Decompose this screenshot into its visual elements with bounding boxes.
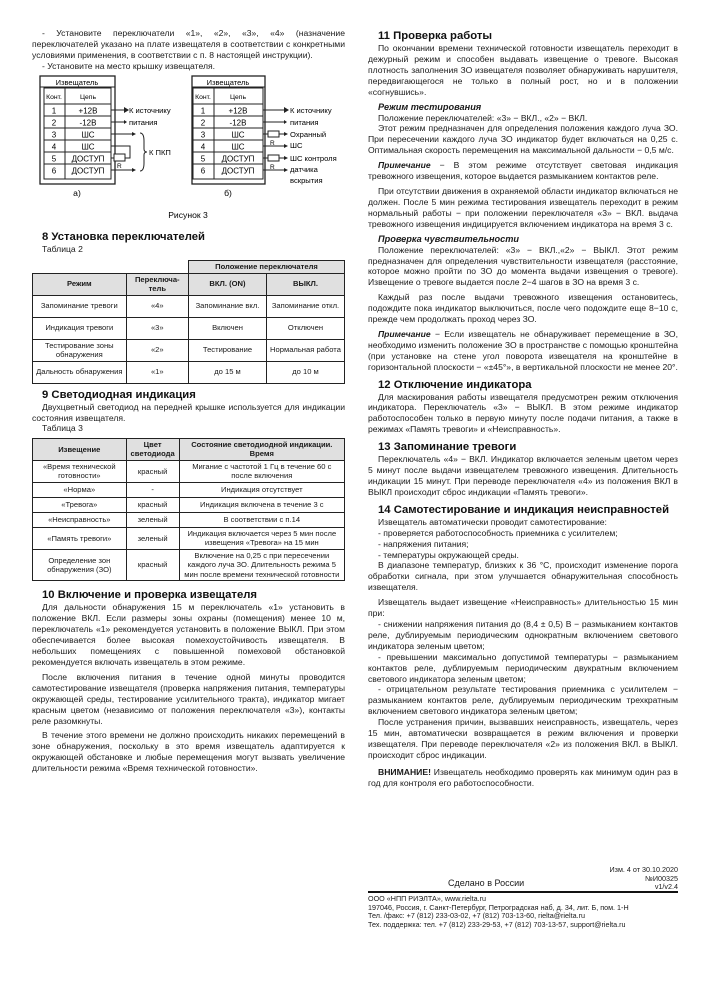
table-3-cell: В соответствии с п.14 [179, 512, 344, 527]
section-14-title: 14 Самотестирование и индикация неисправностей [378, 503, 670, 516]
footer [368, 866, 678, 929]
table-2-caption: Таблица 2 [42, 243, 83, 254]
contact-circuit: ДОСТУП [71, 166, 105, 176]
contact-number: 6 [51, 166, 57, 176]
table-2-cell: Включен [188, 317, 266, 339]
table-3-row [33, 460, 345, 482]
table-2-cell: Запоминание тревоги [33, 295, 127, 317]
table-3-row [33, 549, 345, 581]
power-label-a-2: питания [129, 117, 158, 127]
section-9-title: 9 Светодиодная индикация [42, 388, 196, 401]
contact-circuit: -12В [79, 118, 97, 128]
table-2-cell: Тестирование зоны обнаружения [33, 339, 127, 361]
guard-label-1: Охранный [290, 129, 327, 139]
section-13-title: 13 Запоминание тревоги [378, 441, 517, 454]
resistor-label-a: R [117, 162, 122, 170]
table-2-cell: до 10 м [266, 361, 344, 383]
table-2-cell: «1» [126, 361, 188, 383]
warning-paragraph [368, 767, 678, 789]
resistor-b-1 [268, 131, 279, 137]
header-led-color: Цвет светодиода [126, 438, 179, 460]
diagram-b [192, 76, 337, 198]
table-3-cell: зеленый [126, 527, 179, 549]
table-3-row [33, 497, 345, 512]
test-mode-title: Режим тестирования [378, 101, 482, 112]
section-10-p3: В течение этого времени не должно происходить никаких перемещений в зоне обнаружения, поскольку в это время извещатель адаптируется к окружающей обстановке и любые перемещения могут вызвать увеличение длительности режима «Время технической готовности». [32, 730, 345, 774]
contact-number: 4 [51, 142, 57, 152]
col-contact-a: Конт. [46, 93, 62, 101]
self-test-item: - температуры окружающей среды. [378, 549, 519, 560]
section-13-text: Переключатель «4» − ВКЛ. Индикатор включается зеленым цветом через 5 минут после выдачи извещателем тревожного извещения. Длительность индикации 15 минут. При переводе переключателя «4» из положения ВКЛ в ВЫКЛ происходит сброс индикации «Память тревоги». [368, 454, 678, 497]
table-2-cell: «3» [126, 317, 188, 339]
revision-info [610, 866, 679, 892]
fault-item: - отрицательном результате тестирования приемника с усилителем − размыканием контактов реле, дублируемым периодическим трехкратным включением светового индикатора зеленым цветом; [368, 684, 678, 717]
header-switch: Переключа-тель [126, 273, 188, 295]
table-2-cell: Тестирование [188, 339, 266, 361]
table-3-cell: Индикация включена в течение 3 с [179, 497, 344, 512]
section-11-p1: По окончании времени технической готовности извещатель переходит в дежурный режим и способен выдавать извещение о тревоге. Высокая плотность заполнения ЗО извещателя позволяет обнаруживать нарушителя, передвигающегося не только в полный рост, но и в положении «согнувшись». [368, 43, 678, 97]
col-circuit-b: Цепь [229, 93, 247, 101]
contact-number: 5 [200, 154, 206, 164]
note-1-label: Примечание [378, 160, 431, 171]
contact-circuit: +12В [228, 106, 248, 116]
warning-label: ВНИМАНИЕ! [378, 766, 431, 777]
resistor-b-2 [268, 155, 279, 161]
detector-header-a: Извещатель [55, 77, 99, 87]
table-3-cell: «Неисправность» [33, 512, 127, 527]
power-label-b-1: К источнику [290, 105, 332, 115]
table-2-cell: Запоминание откл. [266, 295, 344, 317]
revision: Изм. 4 от 30.10.2020 [609, 865, 678, 874]
power-label-a-1: К источнику [129, 105, 171, 115]
contact-number: 5 [51, 154, 57, 164]
header-off: ВЫКЛ. [266, 273, 344, 295]
note-2-label: Примечание [378, 328, 431, 339]
section-14-intro: Извещатель автоматически проводит самотестирование: [378, 516, 607, 527]
guard-label-2: ШС [290, 140, 303, 150]
table-3-cell: красный [126, 460, 179, 482]
table-3-cell: Индикация отсутствует [179, 482, 344, 497]
diagram-b-label: б) [224, 187, 232, 198]
table-2-cell: Дальность обнаружения [33, 361, 127, 383]
contact-circuit: ШС [231, 130, 245, 140]
contact-circuit: ШС [231, 142, 245, 152]
version: v1/v2.4 [654, 882, 678, 891]
resistor-a [114, 154, 125, 161]
table-2-cell: до 15 м [188, 361, 266, 383]
made-in-russia: Сделано в России [448, 878, 525, 888]
section-14-fault: Извещатель выдает извещение «Неисправность» длительностью 15 мин при: [368, 597, 678, 619]
contact-circuit: ШС [81, 130, 95, 140]
figure-3-wiring-diagram [32, 75, 345, 225]
table-3-cell: «Время технической готовности» [33, 460, 127, 482]
col-circuit-a: Цепь [79, 93, 97, 101]
section-12-text: Для маскирования работы извещателя предусмотрен режим отключения индикатора. Переключатель «3» − ВЫКЛ. В этом режиме индикатор работоспособен только в первую минуту после подачи питания, а также в режимах «Память тревоги» и «Неисправность». [368, 391, 678, 435]
tech-support: Тех. поддержка: тел. +7 (812) 233-29-53, +7 (812) 703-13-57, support@rielta.ru [368, 919, 626, 929]
note-1 [368, 160, 678, 182]
doc-number: №И00325 [645, 873, 678, 883]
contact-number: 3 [51, 130, 57, 140]
fault-item: - превышении максимально допустимой температуры − размыканием контактов реле, дублируемым периодическим двукратным включением светового индикатора зеленым цветом; [368, 651, 678, 684]
contact-circuit: -12В [229, 118, 247, 128]
table-3-led [32, 438, 345, 582]
right-column [368, 30, 678, 789]
table-2-row [33, 317, 345, 339]
contact-number: 1 [51, 106, 57, 116]
contact-circuit: ШС [81, 142, 95, 152]
table-3-caption: Таблица 3 [42, 423, 83, 434]
header-led-state: Состояние светодиодной индикации. Время [179, 438, 344, 460]
company-address: 197046, Россия, г. Санкт-Петербург, Петроградская наб, д. 34, лит. Б, пом. 1-Н [368, 902, 629, 912]
resistor-label-b-2: R [270, 163, 275, 171]
self-test-item: - проверяется работоспособность приемника с усилителем; [378, 527, 618, 538]
table-2-cell: «2» [126, 339, 188, 361]
table-3-row [33, 527, 345, 549]
note-2-text: − Если извещатель не обнаруживает перемещение в ЗО, необходимо изменить положение ЗО в пространстве с помощью кронштейна (при установке на стене угол поворота извещателя на кронштейне в горизонтальной плоскости − «±45°», в вертикальной плоскости не менее 20°. [368, 328, 678, 372]
detector-header-b: Извещатель [206, 77, 250, 87]
self-test-list [368, 528, 678, 561]
pkp-label: К ПКП [149, 147, 171, 157]
sensitivity-p1: Положение переключателей: «3» − ВКЛ.,«2» − ВЫКЛ. Этот режим предназначен для определения чувствительности извещателя (расстояние, которое можно пройти по ЗО до момента выдачи извещения о тревоге). Извещение о тревоге выдается после 2−4 шагов в ЗО на время 3 с. [368, 244, 678, 288]
tamper-label-2: датчика [290, 164, 318, 174]
resistor-label-b-1: R [270, 139, 275, 147]
table-3-cell: зеленый [126, 512, 179, 527]
section-11-title: 11 Проверка работы [378, 30, 493, 42]
table-2-cell: «4» [126, 295, 188, 317]
contact-circuit: +12В [78, 106, 98, 116]
header-on: ВКЛ. (ON) [188, 273, 266, 295]
company-name: ООО «НПП РИЭЛТА», www.rielta.ru [368, 894, 486, 903]
note-2 [368, 329, 678, 373]
section-10-p2: После включения питания в течение одной минуты проводится самотестирование извещателя (проверка напряжения питания, температуры окружающей среды, тестирование усилительного тракта), индикатор мигает красным цветом (независимо от положения переключателя «3»), контакты реле разомкнуты. [32, 671, 345, 726]
table-3-cell: красный [126, 549, 179, 581]
table-2-row [33, 295, 345, 317]
table-3-cell: Индикация включается через 5 мин после извещения «Тревога» на 15 мин [179, 527, 344, 549]
fault-item: - снижении напряжения питания до (8,4 ± 0,5) В − размыканием контактов реле, дублируемым периодическим однократным включением светового индикатора зеленым цветом; [368, 618, 678, 651]
figure-caption: Рисунок 3 [168, 209, 208, 220]
self-test-item: - напряжения питания; [378, 538, 469, 549]
table-3-cell: красный [126, 497, 179, 512]
sensitivity-p2: Каждый раз после выдачи тревожного извещения остановитесь, подождите пока индикатор выключиться, после чего подождите еще 8−10 с, прежде чем продолжать проход через ЗО. [368, 292, 678, 325]
warning-text: Извещатель необходимо проверять как минимум один раз в год для контроля его работоспособности. [368, 766, 678, 788]
table-2-switches [32, 260, 345, 384]
table-3-row [33, 512, 345, 527]
table-3-cell: «Тревога» [33, 497, 127, 512]
intro-paragraph-switches: - Установите переключатели «1», «2», «3», «4» (назначение переключателей указано на плате извещателя в соответствии с конкретными условиями применения, в соответствии с п. 8 настоящей инструкции). [32, 28, 345, 60]
section-10-title: 10 Включение и проверка извещателя [42, 589, 258, 602]
section-11-p2: При отсутствии движения в охраняемой области индикатор включаться не должен. После 5 мин режима тестирования извещатель переходит в режим нормальный работы − при положении переключателя «3» − ВКЛ. выдача тревожного извещения индицируется включением индикатора на время 3 с. [368, 185, 678, 229]
company-phone: Тел. /факс: +7 (812) 233-03-02, +7 (812) 703-13-60, rielta@rielta.ru [368, 911, 585, 920]
test-mode-p1: Положение переключателей: «3» − ВКЛ., «2» − ВКЛ. [378, 112, 588, 123]
intro-paragraph-cover: - Установите на место крышку извещателя. [42, 60, 216, 71]
diagram-a [40, 76, 171, 198]
test-mode-p2: Этот режим предназначен для определения положения каждого луча ЗО. При пересечении каждого луча ЗО индикатор будет включаться на 0,25 с. Оптимальная скорость перемещения на максимальной дальности − 0,5 м/с. [368, 123, 678, 156]
contact-number: 6 [200, 166, 206, 176]
table-2-cell: Нормальная работа [266, 339, 344, 361]
power-label-b-2: питания [290, 117, 319, 127]
table-3-cell: Включение на 0,25 с при пересечении каждого луча ЗО. Длительность режима 5 мин после времени технической готовности [179, 549, 344, 581]
tamper-label-1: ШС контроля [290, 153, 337, 163]
section-14-temp: В диапазоне температур, близких к 36 °С, происходит изменение порога обработки сигнала, при этом улучшается обнаружительная способность извещателя. [368, 560, 678, 593]
sensitivity-title: Проверка чувствительности [378, 233, 520, 244]
section-12-title: 12 Отключение индикатора [378, 378, 532, 391]
contact-circuit: ДОСТУП [221, 166, 255, 176]
table-3-cell: - [126, 482, 179, 497]
table-3-cell: Мигание с частотой 1 Гц в течение 60 с после включения [179, 460, 344, 482]
table-2-cell: Запоминание вкл. [188, 295, 266, 317]
wiring-diagram-svg [32, 75, 345, 225]
table-3-cell: Определение зон обнаружения (ЗО) [33, 549, 127, 581]
contact-number: 1 [200, 106, 206, 116]
table-3-row [33, 482, 345, 497]
header-mode: Режим [33, 273, 127, 295]
contact-number: 4 [200, 142, 206, 152]
fault-list [368, 619, 678, 717]
section-8-title: 8 Установка переключателей [42, 230, 205, 243]
table-2-row [33, 339, 345, 361]
table-2-cell: Индикация тревоги [33, 317, 127, 339]
note-1-text: − В этом режиме отсутствует световая индикация тревожного извещения, которое выдается размыканием контактов реле. [368, 160, 678, 182]
table-3-cell: «Норма» [33, 482, 127, 497]
contact-number: 3 [200, 130, 206, 140]
left-column [32, 28, 345, 774]
contact-number: 2 [51, 118, 57, 128]
section-14-after: После устранения причин, вызвавших неисправность, извещатель, через 15 мин, автоматически возвращается в режим включения и проверки извещателя. При переводе переключателя «2» из положения ВКЛ. в ВЫКЛ. происходит сброс индикации. [368, 717, 678, 760]
table-3-cell: «Память тревоги» [33, 527, 127, 549]
contact-circuit: ДОСТУП [71, 154, 105, 164]
header-notification: Извещение [33, 438, 127, 460]
section-10-p1: Для дальности обнаружения 15 м переключатель «1» установить в положение ВКЛ. Если размеры зоны охраны (помещения) менее 10 м, переключатель «1» рекомендуется установить в положение ВЫКЛ. При этом обеспечивается более высокая помехоустойчивость извещателя. В небольших помещениях с повышенной помеховой обстановкой рекомендуется включать извещатель в этом режиме. [32, 602, 345, 667]
contact-circuit: ДОСТУП [221, 154, 255, 164]
section-9-text: Двухцветный светодиод на передней крышке используется для индикации состояния извещателя. [32, 401, 345, 423]
diagram-a-label: а) [73, 187, 81, 198]
contact-number: 2 [200, 118, 206, 128]
tamper-label-3: вскрытия [290, 175, 323, 185]
switch-position-header: Положение переключателя [188, 261, 344, 274]
table-2-row [33, 361, 345, 383]
col-contact-b: Конт. [195, 93, 211, 101]
table-2-cell: Отключен [266, 317, 344, 339]
